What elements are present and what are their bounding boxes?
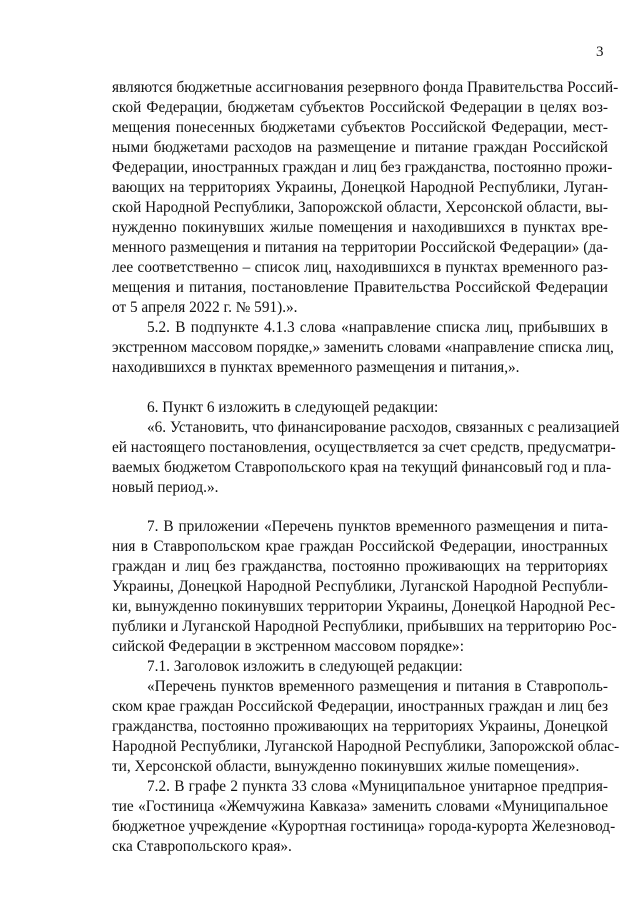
text-line: ния в Ставропольском крае граждан Российской Федерации, иностранных	[112, 538, 608, 555]
text-line: Народной Республики, Луганской Народной Республики, Запорожской облас-	[112, 738, 620, 755]
text-line: от 5 апреля 2022 г. № 591).».	[112, 299, 298, 316]
text-line: ей настоящего постановления, осуществляется за счет средств, предусматри-	[112, 439, 616, 456]
text-line: граждан и лиц без гражданства, постоянно проживающих на территориях	[112, 558, 608, 575]
text-line: 5.2. В подпункте 4.1.3 слова «направление списка лиц, прибывших в	[147, 319, 608, 336]
text-line: лее соответственно – список лиц, находившихся в пунктах временного раз-	[112, 259, 608, 276]
text-line: экстренном массовом порядке,» заменить словами «направление списка лиц,	[112, 339, 614, 356]
text-line: ска Ставропольского края».	[112, 838, 292, 855]
text-line: находившихся в пунктах временного размещения и питания,».	[112, 359, 520, 376]
text-line: мещения понесенных бюджетами субъектов Российской Федерации, мест-	[112, 119, 608, 136]
text-line: тие «Гостиница «Жемчужина Кавказа» заменить словами «Муниципальное	[112, 798, 608, 815]
text-line: «Перечень пунктов временного размещения и питания в Ставрополь-	[147, 678, 608, 695]
text-line: вающих на территориях Украины, Донецкой Народной Республики, Луган-	[112, 179, 608, 196]
text-line: ки, вынужденно покинувших территории Украины, Донецкой Народной Рес-	[112, 598, 616, 615]
text-line: Федерации, иностранных граждан и лиц без гражданства, постоянно прожи-	[112, 159, 613, 176]
text-line: новый период.».	[112, 479, 219, 496]
text-line: ском крае граждан Российской Федерации, иностранных граждан и лиц без	[112, 698, 608, 715]
text-line: мещения и питания, постановление Правительства Российской Федерации	[112, 279, 608, 296]
text-line: ными бюджетами расходов на размещение и питание граждан Российской	[112, 139, 608, 156]
text-line: 7. В приложении «Перечень пунктов временного размещения и пита-	[147, 518, 608, 535]
text-line: ваемых бюджетом Ставропольского края на текущий финансовый год и пла-	[112, 459, 612, 476]
text-line: гражданства, постоянно проживающих на территориях Украины, Донецкой	[112, 718, 608, 735]
text-line: публики и Луганской Народной Республики, прибывших на территорию Рос-	[112, 618, 617, 635]
text-line: нужденно покинувших жилые помещения и находившихся в пунктах вре-	[112, 219, 608, 236]
text-line: 7.1. Заголовок изложить в следующей редакции:	[147, 658, 463, 675]
page-number: 3	[596, 44, 604, 60]
text-line: Украины, Донецкой Народной Республики, Луганской Народной Республи-	[112, 578, 608, 595]
text-line: «6. Установить, что финансирование расходов, связанных с реализацией	[147, 419, 620, 436]
text-line: сийской Федерации в экстренном массовом порядке»:	[112, 638, 464, 655]
text-line: ской Федерации, бюджетам субъектов Российской Федерации в целях воз-	[112, 99, 608, 116]
text-line: бюджетное учреждение «Курортная гостиница» города-курорта Железновод-	[112, 818, 616, 835]
text-line: являются бюджетные ассигнования резервного фонда Правительства Россий-	[112, 79, 619, 96]
text-line: менного размещения и питания на территории Российской Федерации» (да-	[112, 239, 608, 256]
text-line: ской Народной Республики, Запорожской области, Херсонской области, вы-	[112, 199, 608, 216]
text-line: ти, Херсонской области, вынужденно покинувших жилые помещения».	[112, 758, 580, 775]
text-line: 6. Пункт 6 изложить в следующей редакции:	[147, 399, 439, 416]
text-line: 7.2. В графе 2 пункта 33 слова «Муниципальное унитарное предприя-	[147, 778, 608, 795]
